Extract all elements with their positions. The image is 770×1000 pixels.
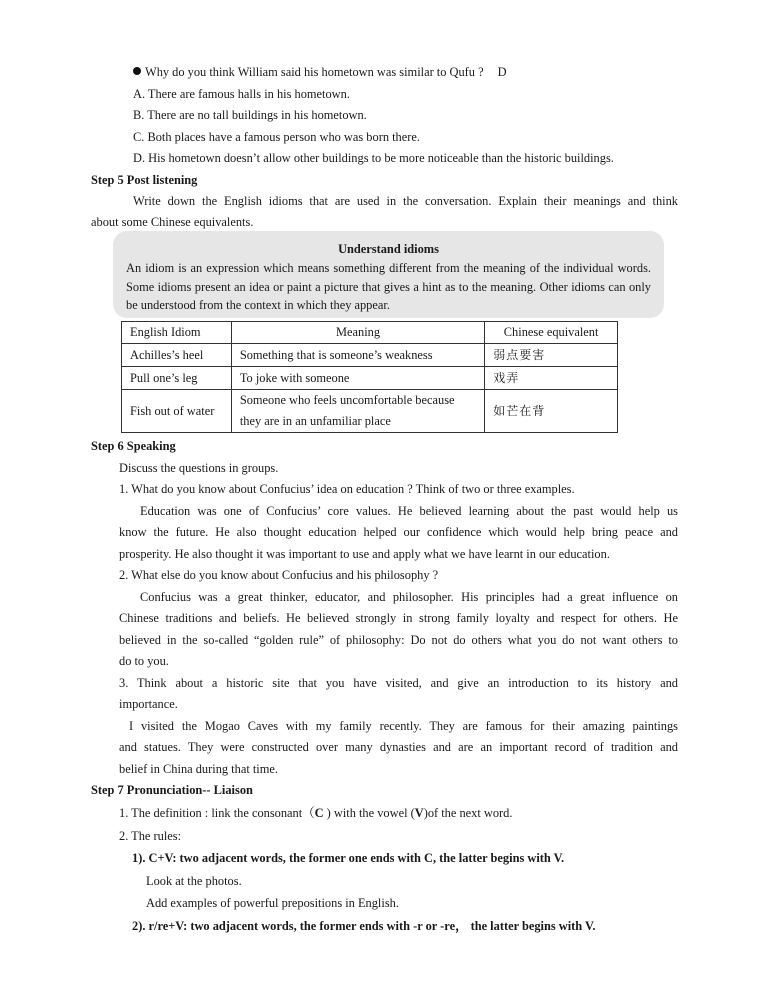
meaning-cell: To joke with someone [231,367,484,390]
step7-definition: 1. The definition : link the consonant（C ) with the vowel (V)of the next word. [119,806,513,820]
step6-answer-1-line2: know the future. He also thought education helped our confidence which would help bring peace and [119,525,678,539]
option-c: C. Both places have a famous person who was born there. [133,130,420,144]
step6-answer-2-line1: Confucius was a great thinker, educator, and philosopher. His principles had a great influence on [140,590,678,604]
step6-answer-2-line4: do to you. [119,654,169,668]
step6-question-1: 1. What do you know about Confucius’ idea on education ? Think of two or three examples. [119,482,575,496]
option-d: D. His hometown doesn’t allow other buildings to be more noticeable than the historic buildings. [133,151,614,165]
step7-rule-2: 2). r/re+V: two adjacent words, the former ends with -r or -re， the latter begins with V. [132,919,596,933]
step6-intro: Discuss the questions in groups. [119,461,279,475]
question-answer: D [497,65,507,79]
idiom-box-body: An idiom is an expression which means something different from the meaning of the individual words. Some idioms present an idea or paint a picture that gives a hint as to the meaning. Other idioms can only be understood from the context in which they appear. [126,261,651,312]
header-chinese-equivalent: Chinese equivalent [485,322,618,344]
chinese-cell: 弱点要害 [485,344,618,367]
step6-answer-3-line1: I visited the Mogao Caves with my family recently. They are famous for their amazing paintings [129,719,678,733]
step6-question-2: 2. What else do you know about Confucius and his philosophy ? [119,568,439,582]
option-a: A. There are famous halls in his hometown. [133,87,350,101]
step6-answer-3-line2: and statues. They were constructed over many dynasties and are an important record of tradition and [119,740,678,754]
step7-rule-1-note-2: Add examples of powerful prepositions in English. [146,896,399,910]
step7-rule-1-note-1: Look at the photos. [146,874,242,888]
idiom-info-box [113,231,664,318]
idiom-cell: Fish out of water [122,390,232,433]
step5-heading: Step 5 Post listening [91,173,198,187]
step7-heading: Step 7 Pronunciation-- Liaison [91,783,253,797]
idioms-table [121,321,618,433]
step5-instruction-line2: about some Chinese equivalents. [91,215,254,229]
question-prompt: Why do you think William said his hometown was similar to Qufu ? D [133,64,507,80]
bullet-icon [133,67,141,75]
table-header-row [122,322,618,344]
meaning-cell: Something that is someone’s weakness [231,344,484,367]
option-b: B. There are no tall buildings in his hometown. [133,108,367,122]
step6-answer-2-line3: believed in the so-called “golden rule” of philosophy: Do not do others what you do not want others to [119,633,678,647]
step6-answer-3-line3: belief in China during that time. [119,762,278,776]
step6-answer-1-line1: Education was one of Confucius’ core values. He believed learning about the past would help us [140,504,678,518]
table-row [122,344,618,367]
idiom-cell: Pull one’s leg [122,367,232,390]
step6-question-3-line1: 3. Think about a historic site that you have visited, and give an introduction to its history and [119,676,678,690]
table-row [122,390,618,433]
header-english-idiom: English Idiom [122,322,232,344]
step6-answer-2-line2: Chinese traditions and beliefs. He believed strongly in strong family loyalty and respect for others. He [119,611,678,625]
header-meaning: Meaning [231,322,484,344]
chinese-cell: 戏弄 [485,367,618,390]
step6-heading: Step 6 Speaking [91,439,176,453]
chinese-cell: 如芒在背 [485,390,618,433]
step5-instruction-line1: Write down the English idioms that are used in the conversation. Explain their meanings and think [133,194,678,208]
step7-rule-1: 1). C+V: two adjacent words, the former one ends with C, the latter begins with V. [132,851,565,865]
step6-answer-1-line3: prosperity. He also thought it was important to use and apply what we have learnt in our education. [119,547,610,561]
idiom-cell: Achilles’s heel [122,344,232,367]
table-row [122,367,618,390]
meaning-cell: Someone who feels uncomfortable because they are in an unfamiliar place [231,390,484,433]
idiom-box-title: Understand idioms [338,242,439,256]
step7-rules-label: 2. The rules: [119,829,182,843]
step6-question-3-line2: importance. [119,697,178,711]
